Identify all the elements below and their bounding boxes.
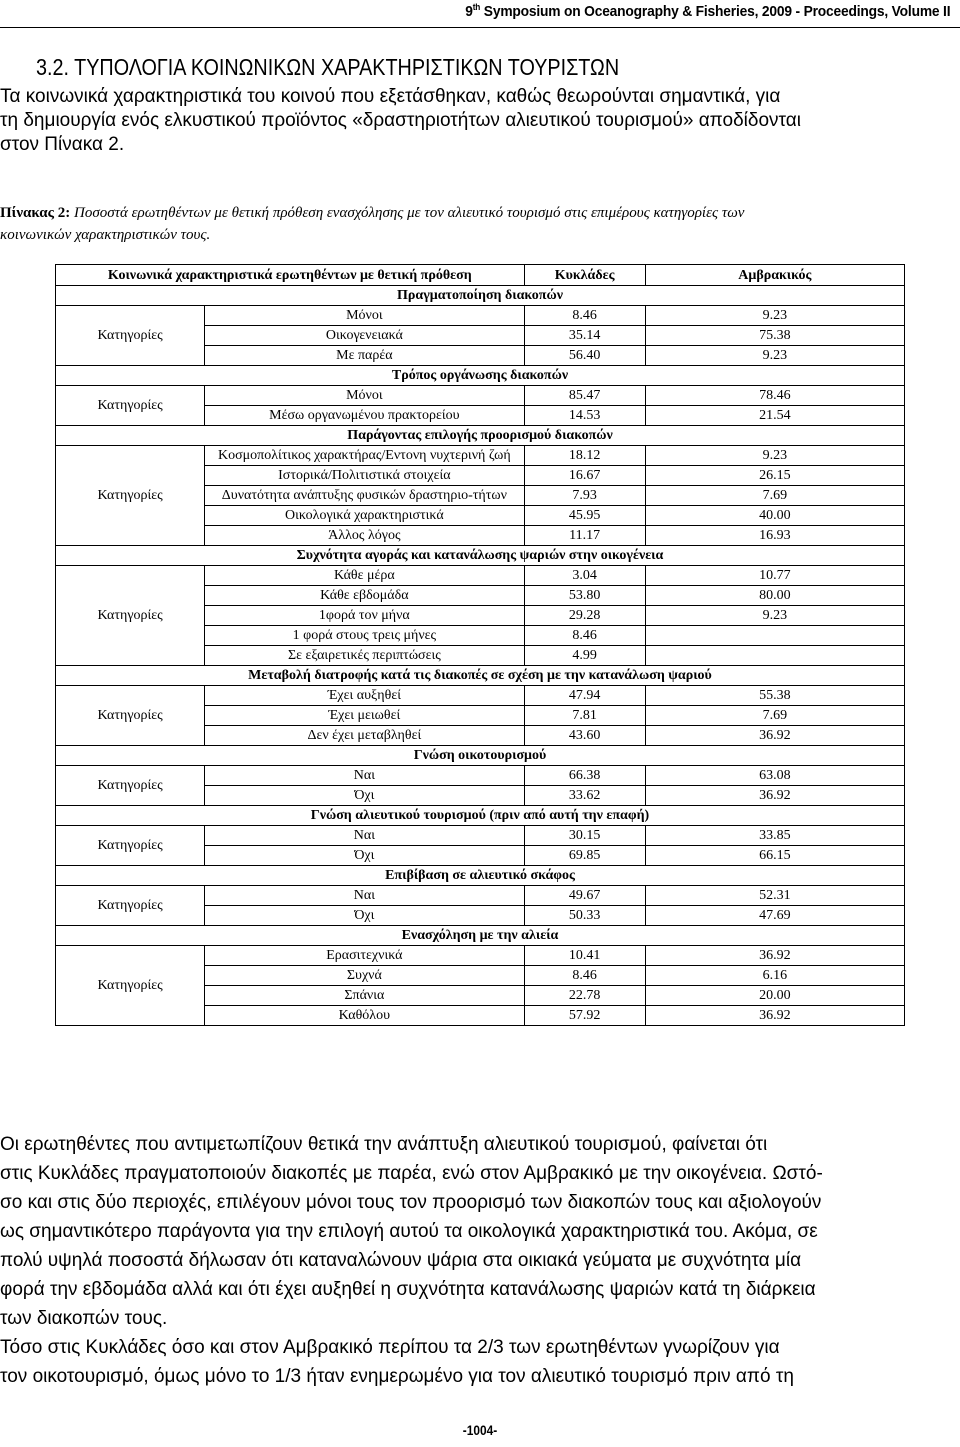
cyclades-value-cell: 33.62	[524, 786, 645, 806]
row-label-cell: Σε εξαιρετικές περιπτώσεις	[205, 646, 524, 666]
table-row	[56, 446, 905, 466]
cyclades-value-cell: 11.17	[524, 526, 645, 546]
cyclades-value-cell: 49.67	[524, 886, 645, 906]
cyclades-value-cell: 50.33	[524, 906, 645, 926]
row-label-cell: Συχνά	[205, 966, 524, 986]
section-header-row	[56, 426, 905, 446]
cyclades-value-cell: 53.80	[524, 586, 645, 606]
cyclades-value-cell: 47.94	[524, 686, 645, 706]
section-header-row	[56, 666, 905, 686]
row-label-cell: Ναι	[205, 886, 524, 906]
amvrakikos-value-cell: 16.93	[645, 526, 904, 546]
running-header: 9th Symposium on Oceanography & Fisheries, 2009 - Proceedings, Volume II	[464, 2, 950, 20]
cyclades-value-cell: 66.38	[524, 766, 645, 786]
category-cell: Κατηγορίες	[56, 306, 205, 366]
amvrakikos-value-cell: 36.92	[645, 1006, 904, 1026]
caption-label: Πίνακας 2:	[0, 205, 71, 221]
cyclades-value-cell: 4.99	[524, 646, 645, 666]
section-header-row	[56, 546, 905, 566]
intro-line: τη δημιουργία ενός ελκυστικού προϊόντος «δραστηριοτήτων αλιευτικού τουρισμού» αποδίδονται	[0, 110, 801, 131]
amvrakikos-value-cell: 36.92	[645, 946, 904, 966]
table-row	[56, 686, 905, 706]
amvrakikos-value-cell: 7.69	[645, 486, 904, 506]
column-header-amvrakikos: Αμβρακικός	[645, 265, 904, 286]
table-row	[56, 946, 905, 966]
section-header-row	[56, 366, 905, 386]
table-caption	[0, 202, 960, 246]
row-label-cell: Δεν έχει μεταβληθεί	[205, 726, 524, 746]
row-label-cell: Μόνοι	[205, 386, 524, 406]
table-row	[56, 826, 905, 846]
amvrakikos-value-cell: 66.15	[645, 846, 904, 866]
section-title: 3.2. ΤΥΠΟΛΟΓΙΑ ΚΟΙΝΩΝΙΚΩΝ ΧΑΡΑΚΤΗΡΙΣΤΙΚΩΝ ΤΟΥΡΙΣΤΩΝ	[36, 54, 620, 80]
cyclades-value-cell: 7.93	[524, 486, 645, 506]
section-header-row	[56, 286, 905, 306]
section-title-cell: Επιβίβαση σε αλιευτικό σκάφος	[56, 866, 905, 886]
cyclades-value-cell: 35.14	[524, 326, 645, 346]
amvrakikos-value-cell: 75.38	[645, 326, 904, 346]
section-title-cell: Συχνότητα αγοράς και κατανάλωσης ψαριών στην οικογένεια	[56, 546, 905, 566]
section-title-cell: Ενασχόληση με την αλιεία	[56, 926, 905, 946]
row-label-cell: Ιστορικά/Πολιτιστικά στοιχεία	[205, 466, 524, 486]
category-cell: Κατηγορίες	[56, 826, 205, 866]
amvrakikos-value-cell: 55.38	[645, 686, 904, 706]
paragraph-line: σο και στις δύο περιοχές, επιλέγουν μόνοι τους τον προορισμό των διακοπών τους και αξιολογούν	[0, 1192, 822, 1213]
cyclades-value-cell: 14.53	[524, 406, 645, 426]
category-cell: Κατηγορίες	[56, 686, 205, 746]
column-header-cyclades: Κυκλάδες	[524, 265, 645, 286]
row-label-cell: Ναι	[205, 826, 524, 846]
column-header-characteristics: Κοινωνικά χαρακτηριστικά ερωτηθέντων με θετική πρόθεση	[56, 265, 525, 286]
paragraph-line: Οι ερωτηθέντες που αντιμετωπίζουν θετικά την ανάπτυξη αλιευτικού τουρισμού, φαίνεται ότι	[0, 1134, 768, 1155]
amvrakikos-value-cell	[645, 626, 904, 646]
paragraph-line: Τόσο στις Κυκλάδες όσο και στον Αμβρακικό περίπου τα 2/3 των ερωτηθέντων γνωρίζουν για	[0, 1337, 780, 1358]
data-table	[55, 264, 905, 1026]
section-title-cell: Γνώση αλιευτικού τουρισμού (πριν από αυτή την επαφή)	[56, 806, 905, 826]
category-cell: Κατηγορίες	[56, 566, 205, 666]
row-label-cell: Μέσω οργανωμένου πρακτορείου	[205, 406, 524, 426]
row-label-cell: Οικολογικά χαρακτηριστικά	[205, 506, 524, 526]
caption-text: Ποσοστά ερωτηθέντων με θετική πρόθεση ενασχόλησης με τον αλιευτικό τουρισμό στις επιμέρους κατηγορίες των	[70, 205, 745, 221]
cyclades-value-cell: 43.60	[524, 726, 645, 746]
intro-line: Τα κοινωνικά χαρακτηριστικά του κοινού που εξετάσθηκαν, καθώς θεωρούνται σημαντικά, για	[0, 86, 781, 107]
row-label-cell: Ερασιτεχνικά	[205, 946, 524, 966]
amvrakikos-value-cell: 47.69	[645, 906, 904, 926]
row-label-cell: Καθόλου	[205, 1006, 524, 1026]
amvrakikos-value-cell	[645, 646, 904, 666]
amvrakikos-value-cell: 78.46	[645, 386, 904, 406]
category-cell: Κατηγορίες	[56, 766, 205, 806]
row-label-cell: Κάθε εβδομάδα	[205, 586, 524, 606]
cyclades-value-cell: 57.92	[524, 1006, 645, 1026]
category-cell: Κατηγορίες	[56, 386, 205, 426]
cyclades-value-cell: 7.81	[524, 706, 645, 726]
cyclades-value-cell: 10.41	[524, 946, 645, 966]
cyclades-value-cell: 45.95	[524, 506, 645, 526]
amvrakikos-value-cell: 36.92	[645, 786, 904, 806]
cyclades-value-cell: 8.46	[524, 306, 645, 326]
row-label-cell: Οικογενειακά	[205, 326, 524, 346]
paragraph-line: τον οικοτουρισμό, όμως μόνο το 1/3 ήταν ενημερωμένο για τον αλιευτικό τουρισμό πριν από τη	[0, 1366, 794, 1387]
cyclades-value-cell: 30.15	[524, 826, 645, 846]
header-rule	[0, 27, 960, 28]
table-header-row	[56, 265, 905, 286]
caption-text-cont: κοινωνικών χαρακτηριστικών τους.	[0, 227, 211, 243]
row-label-cell: Όχι	[205, 786, 524, 806]
section-header-row	[56, 866, 905, 886]
row-label-cell: Κάθε μέρα	[205, 566, 524, 586]
row-label-cell: Με παρέα	[205, 346, 524, 366]
row-label-cell: Όχι	[205, 906, 524, 926]
cyclades-value-cell: 56.40	[524, 346, 645, 366]
cyclades-value-cell: 22.78	[524, 986, 645, 1006]
amvrakikos-value-cell: 52.31	[645, 886, 904, 906]
amvrakikos-value-cell: 10.77	[645, 566, 904, 586]
row-label-cell: Έχει αυξηθεί	[205, 686, 524, 706]
paragraph-line: ως σημαντικότερο παράγοντα για την επιλογή αυτού τα οικολογικά χαρακτηριστικά του. Ακόμα, σε	[0, 1221, 818, 1242]
amvrakikos-value-cell: 9.23	[645, 606, 904, 626]
section-header-row	[56, 746, 905, 766]
amvrakikos-value-cell: 9.23	[645, 346, 904, 366]
section-title-cell: Μεταβολή διατροφής κατά τις διακοπές σε σχέση με την κατανάλωση ψαριού	[56, 666, 905, 686]
cyclades-value-cell: 18.12	[524, 446, 645, 466]
cyclades-value-cell: 69.85	[524, 846, 645, 866]
paragraph-line: στις Κυκλάδες πραγματοποιούν διακοπές με παρέα, ενώ στον Αμβρακικό με την οικογένεια. Ωστό-	[0, 1163, 823, 1184]
section-title-cell: Παράγοντας επιλογής προορισμού διακοπών	[56, 426, 905, 446]
row-label-cell: 1 φορά στους τρεις μήνες	[205, 626, 524, 646]
category-cell: Κατηγορίες	[56, 446, 205, 546]
amvrakikos-value-cell: 9.23	[645, 446, 904, 466]
category-cell: Κατηγορίες	[56, 886, 205, 926]
section-title-cell: Τρόπος οργάνωσης διακοπών	[56, 366, 905, 386]
amvrakikos-value-cell: 80.00	[645, 586, 904, 606]
intro-line: στον Πίνακα 2.	[0, 134, 125, 155]
amvrakikos-value-cell: 9.23	[645, 306, 904, 326]
amvrakikos-value-cell: 6.16	[645, 966, 904, 986]
row-label-cell: Όχι	[205, 846, 524, 866]
paragraph-line: των διακοπών τους.	[0, 1308, 168, 1329]
table-row	[56, 886, 905, 906]
amvrakikos-value-cell: 40.00	[645, 506, 904, 526]
cyclades-value-cell: 8.46	[524, 626, 645, 646]
row-label-cell: 1φορά τον μήνα	[205, 606, 524, 626]
row-label-cell: Δυνατότητα ανάπτυξης φυσικών δραστηριο-τήτων	[205, 486, 524, 506]
page-number: -1004-	[462, 1422, 498, 1438]
cyclades-value-cell: 3.04	[524, 566, 645, 586]
row-label-cell: Ναι	[205, 766, 524, 786]
table-row	[56, 766, 905, 786]
row-label-cell: Έχει μειωθεί	[205, 706, 524, 726]
cyclades-value-cell: 29.28	[524, 606, 645, 626]
section-title-cell: Πραγματοποίηση διακοπών	[56, 286, 905, 306]
amvrakikos-value-cell: 33.85	[645, 826, 904, 846]
section-title-cell: Γνώση οικοτουρισμού	[56, 746, 905, 766]
cyclades-value-cell: 8.46	[524, 966, 645, 986]
amvrakikos-value-cell: 63.08	[645, 766, 904, 786]
amvrakikos-value-cell: 21.54	[645, 406, 904, 426]
cyclades-value-cell: 85.47	[524, 386, 645, 406]
row-label-cell: Κοσμοπολίτικος χαρακτήρας/Εντονη νυχτερινή ζωή	[205, 446, 524, 466]
table-row	[56, 306, 905, 326]
cyclades-value-cell: 16.67	[524, 466, 645, 486]
amvrakikos-value-cell: 36.92	[645, 726, 904, 746]
amvrakikos-value-cell: 26.15	[645, 466, 904, 486]
amvrakikos-value-cell: 7.69	[645, 706, 904, 726]
amvrakikos-value-cell: 20.00	[645, 986, 904, 1006]
table-row	[56, 566, 905, 586]
paragraph-line: πολύ υψηλά ποσοστά δήλωσαν ότι καταναλώνουν ψάρια στα οικιακά γεύματα με συχνότητα μία	[0, 1250, 802, 1271]
row-label-cell: Σπάνια	[205, 986, 524, 1006]
table-row	[56, 386, 905, 406]
paragraph-line: φορά την εβδομάδα αλλά και ότι έχει αυξηθεί η συχνότητα κατανάλωσης ψαριών κατά τη διάρκεια	[0, 1279, 816, 1300]
row-label-cell: Άλλος λόγος	[205, 526, 524, 546]
section-header-row	[56, 926, 905, 946]
section-header-row	[56, 806, 905, 826]
category-cell: Κατηγορίες	[56, 946, 205, 1026]
row-label-cell: Μόνοι	[205, 306, 524, 326]
